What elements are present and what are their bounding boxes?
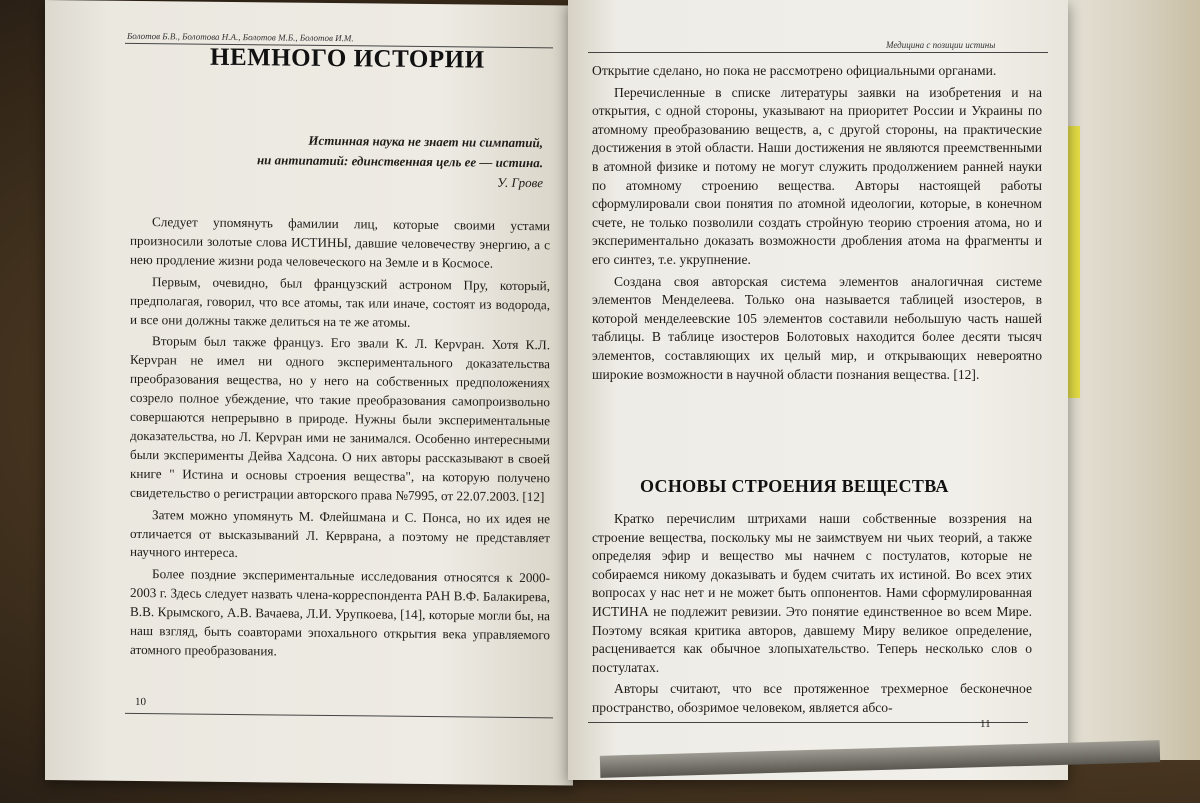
- footer-rule: [125, 713, 553, 718]
- right-page: [568, 0, 1068, 780]
- paragraph: Вторым был также француз. Его звали К. Л. Керvран. Хотя К.Л. Керvран не имел ни одного экспериментального доказательства преобразования вещества, но у него на собственных предположениях созрело полное убеждение, что такие преобразования самопроизвольно совершаются непрерывно в природе. Нужны были экспериментальные доказательства, но Л. Керvран ими не занимался. Особенно интересными были эксперименты Дейва Хадсона. О них авторы рассказывают в своей книге " Истина и основы строения вещества", на которую получено свидетельство о регистрации авторского права №7995, от 22.07.2003. [12]: [130, 333, 550, 504]
- page-number-left: 10: [135, 695, 146, 709]
- page-number-right: 11: [980, 718, 991, 730]
- epigraph-line-1: Истинная наука не знает ни симпатий,: [308, 132, 543, 151]
- left-page-header: Болотов Б.В., Болотова Н.А., Болотов М.Б., Болотов И.М.: [127, 30, 354, 44]
- paragraph: Перечисленные в списке литературы заявки на изобретения и на открытия, с одной стороны, указывают на приоритет России и Украины по атомному преобразованию веществ, а, с другой стороны, на практические достижения в этой области. Наши достижения не являются преемственными в атомной физике и потому не могут служить продолжением ранней науки по атомному строению вещества. Авторы настоящей работы сформулировали свои понятия по атомной идеологии, которые, в конечном счете, не только позволили создать стройную теорию строения атома, но и экспериментально доказать возможности дробления атома на фрагменты и его синтез, т.е. укрупнение.: [592, 84, 1042, 267]
- paragraph: Следует упомянуть фамилии лиц, которые своими устами произносили золотые слова ИСТИНЫ, давшие человечеству энергию, а с нею продление жизни рода человеческого на Земле и в Космосе.: [130, 214, 550, 271]
- paragraph: Затем можно упомянуть М. Флейшмана и С. Понса, но их идея не отличается от высказываний Л. Керврана, а поэтому не представляет научного интереса.: [130, 506, 550, 561]
- right-page-header: Медицина с позиции истины: [886, 40, 996, 50]
- epigraph: [213, 130, 543, 193]
- paragraph: Авторы считают, что все протяженное трехмерное бесконечное пространство, обозримое человеком, является абсо-: [592, 681, 1032, 715]
- section-body-text: [592, 510, 1032, 721]
- paragraph: Создана своя авторская система элементов аналогичная системе элементов Менделеева. Только она называется таблицей изостеров, в которой менделеевские 105 элементов составили небольшую часть нашей таблицы. В таблице изостеров Болотовых находится более десяти тысяч элементов, составляющих их целый мир, и открывающих невероятно широкие возможности в научной области познания вещества. [12].: [592, 273, 1042, 382]
- paragraph: Более поздние экспериментальные исследования относятся к 2000-2003 г. Здесь следует назвать члена-корреспондента РАН В.Ф. Балакирева, В.В. Крымского, А.В. Вачаева, Л.И. Урупкоева, [14], которые могли бы, на наш взгляд, быть соавторами эпохального открытия века управляемого атомного преобразования.: [130, 566, 550, 659]
- paragraph: Кратко перечислим штрихами наши собственные воззрения на строение вещества, поскольку мы не заимствуем ни чьих теорий, а также определяя эфир и вещество мы начнем с постулатов, которые не собираемся никому доказывать и будем считать их истиной. Во всех этих вопросах у нас нет и не может быть оппонентов. Нами сформулированная ИСТИНА не подлежит ревизии. Это понятие единственное во всем Мире. Поэтому всякая критика авторов, давшему Миру великое определение, расценивается как обычное злопыхательство. Теперь несколько слов о постулатах.: [592, 511, 1032, 675]
- left-page: [45, 0, 573, 786]
- section-title: ОСНОВЫ СТРОЕНИЯ ВЕЩЕСТВА: [640, 476, 949, 496]
- left-body-text: [130, 213, 550, 667]
- header-rule: [588, 52, 1048, 53]
- footer-rule: [588, 722, 1028, 723]
- epigraph-line-2: ни антипатий: единственная цель ее — истина.: [256, 152, 543, 171]
- paragraph: Открытие сделано, но пока не рассмотрено официальными органами.: [592, 63, 997, 78]
- paragraph: Первым, очевидно, был французский астроном Пру, который, предполагая, говорил, что все атомы, так или иначе, состоят из водорода, и все они должны также делиться на те же атомы.: [130, 273, 550, 330]
- epigraph-author: У. Грове: [497, 174, 543, 191]
- right-body-text: [592, 62, 1042, 387]
- chapter-title: НЕМНОГО ИСТОРИИ: [210, 43, 485, 74]
- book-page-stack: [1060, 0, 1200, 760]
